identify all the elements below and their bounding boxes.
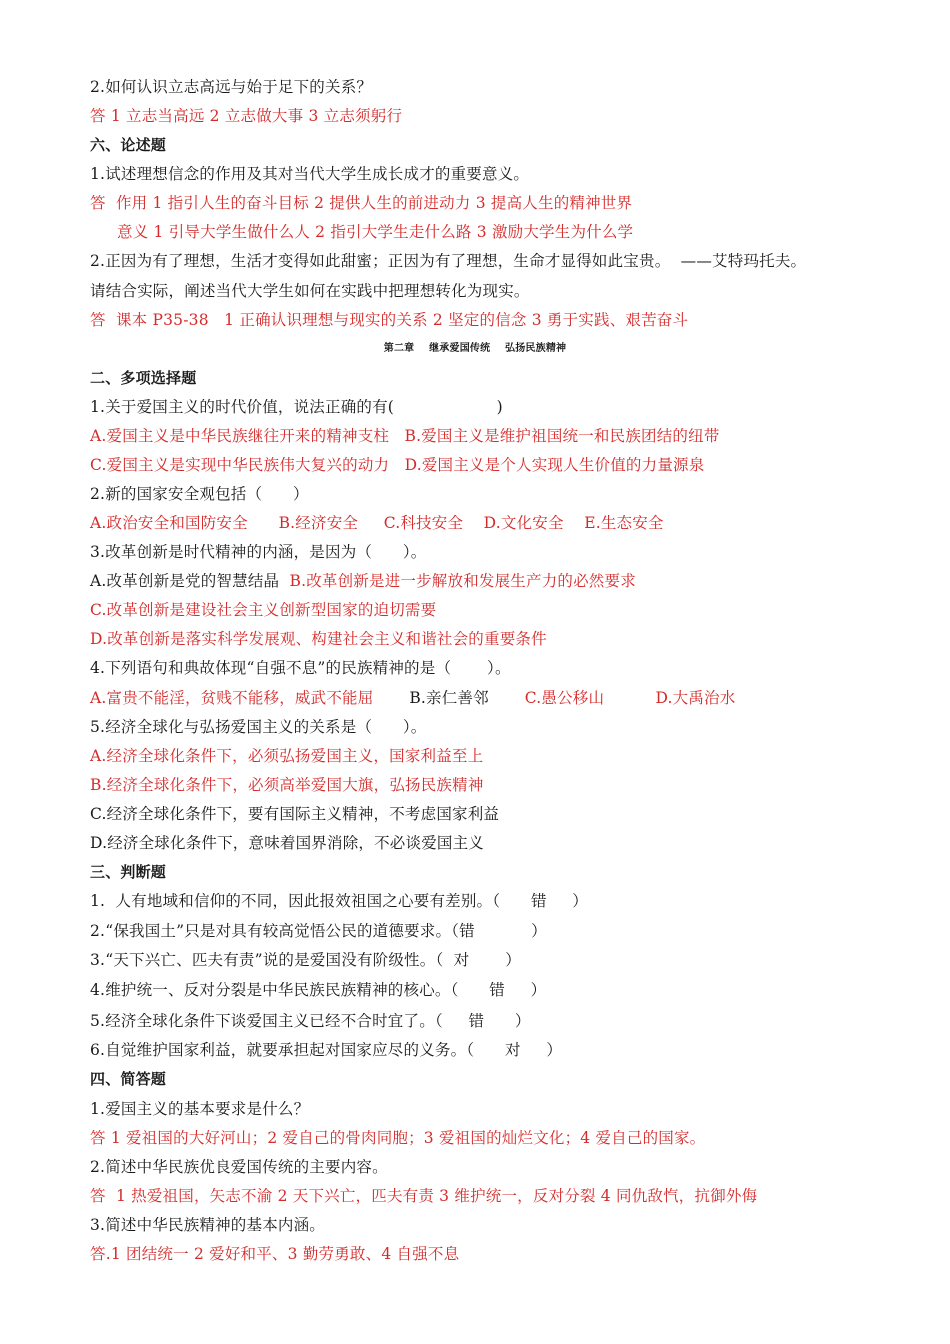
question-line: 4.下列语句和典故体现“自强不息”的民族精神的是（ ）。	[90, 659, 511, 677]
answer-line: 答 1 立志当高远 2 立志做大事 3 立志须躬行	[90, 107, 403, 125]
answer-line: 意义 1 引导大学生做什么人 2 指引大学生走什么路 3 激励大学生为什么学	[117, 223, 634, 241]
option-line: A.政治安全和国防安全 B.经济安全 C.科技安全 D.文化安全 E.生态安全	[90, 514, 664, 532]
judgment-line: 5.经济全球化条件下谈爱国主义已经不合时宜了。（ 错 ）	[90, 1012, 531, 1030]
option-line: C.改革创新是建设社会主义创新型国家的迫切需要	[90, 601, 437, 619]
question-line: 3.改革创新是时代精神的内涵，是因为（ ）。	[90, 543, 427, 561]
option-a: A.富贵不能淫，贫贱不能移，威武不能屈	[90, 689, 410, 707]
chapter-title: 第二章 继承爱国传统 弘扬民族精神	[383, 343, 567, 354]
question-line: 1.关于爱国主义的时代价值，说法正确的有( )	[90, 398, 503, 416]
option-line: C.爱国主义是实现中华民族伟大复兴的动力 D.爱国主义是个人实现人生价值的力量源泉	[90, 456, 705, 474]
option-line: A.经济全球化条件下，必须弘扬爱国主义，国家利益至上	[90, 747, 484, 765]
section-heading: 二、多项选择题	[90, 369, 197, 387]
question-line: 1.试述理想信念的作用及其对当代大学生成长成才的重要意义。	[90, 165, 530, 183]
option-line: D.经济全球化条件下，意味着国界消除，不必谈爱国主义	[90, 834, 485, 852]
option-b: B.亲仁善邻	[409, 689, 525, 707]
question-line: 2.简述中华民族优良爱国传统的主要内容。	[90, 1158, 388, 1176]
answer-line: 答 课本 P35-38 1 正确认识理想与现实的关系 2 坚定的信念 3 勇于实践、艰苦奋斗	[90, 311, 689, 329]
answer-line: 答.1 团结统一 2 爱好和平、3 勤劳勇敢、4 自强不息	[90, 1245, 460, 1263]
option-line	[90, 684, 735, 712]
question-line: 5.经济全球化与弘扬爱国主义的关系是（ ）。	[90, 718, 427, 736]
option-line: B.经济全球化条件下，必须高举爱国大旗，弘扬民族精神	[90, 776, 484, 794]
question-line: 请结合实际，阐述当代大学生如何在实践中把理想转化为现实。	[90, 282, 530, 300]
section-heading: 四、简答题	[90, 1070, 167, 1088]
judgment-line: 3.“天下兴亡、匹夫有责”说的是爱国没有阶级性。（ 对 ）	[90, 951, 521, 969]
answer-line: 答 1 热爱祖国，矢志不渝 2 天下兴亡，匹夫有责 3 维护统一，反对分裂 4 同仇敌忾，抗御外侮	[90, 1187, 758, 1205]
judgment-line: 4.维护统一、反对分裂是中华民族民族精神的核心。（ 错 ）	[90, 981, 547, 999]
option-a: A.改革创新是党的智慧结晶	[90, 572, 290, 590]
judgment-line: 2.“保我国土”只是对具有较高觉悟公民的道德要求。（错 ）	[90, 922, 547, 940]
option-line: C.经济全球化条件下，要有国际主义精神，不考虑国家利益	[90, 805, 500, 823]
judgment-line: 6.自觉维护国家利益，就要承担起对国家应尽的义务。（ 对 ）	[90, 1041, 563, 1059]
option-line: A.爱国主义是中华民族继往开来的精神支柱 B.爱国主义是维护祖国统一和民族团结的纽带	[90, 427, 720, 445]
question-line: 1.爱国主义的基本要求是什么？	[90, 1100, 310, 1118]
question-line: 2.正因为有了理想，生活才变得如此甜蜜；正因为有了理想，生命才显得如此宝贵。 ——艾特玛托夫。	[90, 252, 807, 270]
section-heading: 三、判断题	[90, 863, 167, 881]
section-heading: 六、论述题	[90, 136, 167, 154]
option-line	[90, 567, 636, 595]
question-line: 2.如何认识立志高远与始于足下的关系？	[90, 78, 373, 96]
judgment-line: 1. 人有地域和信仰的不同，因此报效祖国之心要有差别。（ 错 ）	[90, 892, 588, 910]
answer-line: 答 作用 1 指引人生的奋斗目标 2 提供人生的前进动力 3 提高人生的精神世界	[90, 194, 633, 212]
question-line: 3.简述中华民族精神的基本内涵。	[90, 1216, 325, 1234]
answer-line: 答 1 爱祖国的大好河山；2 爱自己的骨肉同胞；3 爱祖国的灿烂文化；4 爱自己的国家。	[90, 1129, 706, 1147]
option-c-d: C.愚公移山 D.大禹治水	[524, 689, 736, 707]
question-line: 2.新的国家安全观包括（ ）	[90, 485, 309, 503]
option-line: D.改革创新是落实科学发展观、构建社会主义和谐社会的重要条件	[90, 630, 547, 648]
option-b: B.改革创新是进一步解放和发展生产力的必然要求	[289, 572, 636, 590]
